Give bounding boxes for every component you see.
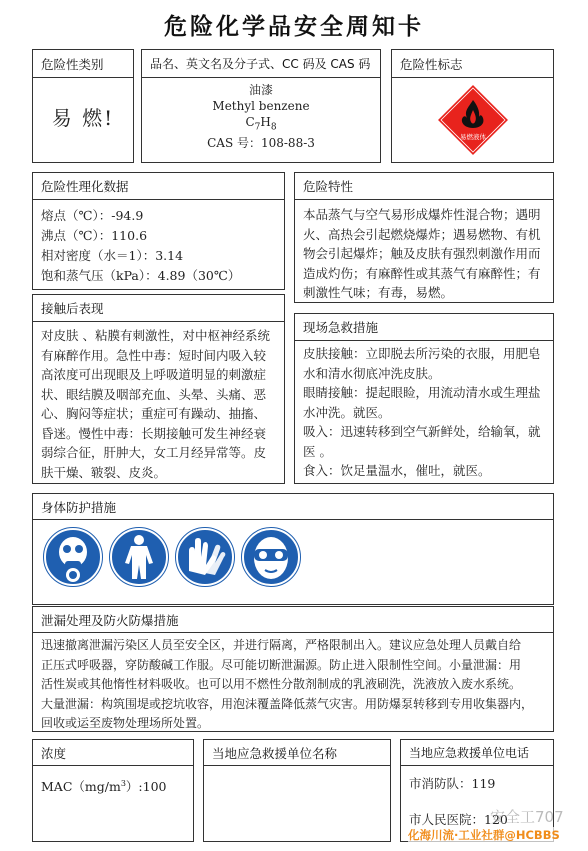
gas-mask-icon <box>43 527 103 587</box>
leak-line: 迅速撤离泄漏污染区人员至安全区，并进行隔离，严格限制出入。建议应急处理人员戴自给 <box>41 638 522 652</box>
flammable-liquid-icon <box>392 78 555 162</box>
hazard-class-header: 危险性类别 <box>33 50 133 78</box>
hazard-props-line: 本品蒸气与空气易形成爆炸性混合物；遇明 <box>303 207 541 222</box>
leak-line: 活性炭或其他惰性材料吸收。也可以用不燃性分散剂制成的乳液刷洗，洗液放入废水系统。 <box>41 677 522 691</box>
contact-line: 弱综合征，肝肿大，女工月经异常等。皮 <box>41 445 267 460</box>
fire-brigade-phone: 市消防队：119 <box>409 776 496 791</box>
hazard-props-line: 刺激性气味；有毒，易燃。 <box>303 285 454 300</box>
protective-gloves-icon <box>175 527 235 587</box>
first-aid-line: 皮肤接触：立即脱去所污染的衣服，用肥皂 <box>303 346 541 361</box>
concentration-box <box>32 739 194 842</box>
concentration-header: 浓度 <box>33 740 193 766</box>
contact-line: 高浓度可出现眼及上呼吸道明显的刺激症 <box>41 367 267 382</box>
contact-line: 心、胸闷等症状；重症可有躁动、抽搐、 <box>41 406 267 421</box>
vapor-pressure: 饱和蒸气压（kPa）：4.89（30℃） <box>41 268 241 283</box>
hospital-phone: 市人民医院：120 <box>409 812 508 827</box>
hazard-class-box <box>32 49 134 163</box>
first-aid-line: 水和清水彻底冲洗皮肤。 <box>303 365 441 381</box>
local-phone-header: 当地应急救援单位电话 <box>401 740 553 766</box>
hazard-props-line: 物会引起爆炸；触及皮肤有强烈刺激作用而 <box>303 246 541 261</box>
mac-value: $MAC(mg/m^3):100$ <box>41 779 167 795</box>
chemical-cn-name: 油漆 <box>248 83 273 97</box>
first-aid-line: 眼睛接触：提起眼睑，用流动清水或生理盐 <box>303 385 541 400</box>
hazard-class-value: 易 燃! <box>51 106 115 130</box>
protection-header: 身体防护措施 <box>33 494 553 520</box>
hazard-sign-label: 易燃液体 <box>460 133 486 141</box>
leak-line: 回收或运至废物处理场所处置。 <box>41 716 210 730</box>
names-header: 品名、英文名及分子式、CC 码及 CAS 码 <box>142 50 380 78</box>
local-unit-header: 当地应急救援单位名称 <box>204 740 390 766</box>
melting-point: 熔点（℃）：-94.9 <box>41 208 144 223</box>
contact-line: 状、眼结膜及咽部充血、头晕、头痛、恶 <box>41 386 267 402</box>
first-aid-line: 医 。 <box>303 443 332 459</box>
hazard-props-header: 危险特性 <box>295 173 553 200</box>
contact-line: 昏迷。慢性中毒：长期接触可发生神经衰 <box>41 425 267 441</box>
local-unit-box <box>203 739 391 842</box>
protective-suit-icon <box>109 527 169 587</box>
physchem-header: 危险性理化数据 <box>33 173 284 200</box>
hazard-props-box <box>294 172 554 303</box>
page-title: 危险化学品安全周知卡 <box>164 14 424 40</box>
first-aid-line: 水冲洗。就医。 <box>303 404 391 420</box>
contact-header: 接触后表现 <box>33 295 284 322</box>
contact-line: 对皮肤 、粘膜有刺激性，对中枢神经系统 <box>41 328 270 343</box>
leak-header: 泄漏处理及防火防爆措施 <box>33 607 553 633</box>
hazard-props-line: 造成灼伤；有麻醉性或其蒸气有麻醉性；有 <box>303 265 541 281</box>
hazard-props-line: 火、高热会引起燃烧爆炸；遇易燃物、有机 <box>303 226 541 242</box>
physchem-box <box>32 172 285 290</box>
hazard-sign-box <box>391 49 554 163</box>
protection-box <box>32 493 554 605</box>
relative-density: 相对密度（水＝1）：3.14 <box>41 248 184 263</box>
leak-line: 正压式呼吸器，穿防酸碱工作服。尽可能切断泄漏源。防止进入限制性空间。小量泄漏：用 <box>41 657 522 672</box>
contact-line: 有麻醉作用。急性中毒：短时间内吸入较 <box>41 347 267 363</box>
watermark-top: 安全工707 <box>490 808 564 826</box>
contact-box <box>32 294 285 484</box>
leak-line: 大量泄漏：构筑围堤或挖坑收容，用泡沫覆盖降低蒸气灾害。用防爆泵转移到专用收集器内， <box>41 696 534 711</box>
molecular-formula: $C_7H_8$ <box>245 115 277 133</box>
first-aid-box <box>294 313 554 484</box>
first-aid-header: 现场急救措施 <box>295 314 553 341</box>
cas-number: CAS 号：108-88-3 <box>207 136 315 151</box>
first-aid-line: 食入：饮足量温水，催吐，就医。 <box>303 463 491 478</box>
boiling-point: 沸点（℃）：110.6 <box>41 228 148 243</box>
watermark-bottom: 化海川流·工业社群@HCBBS <box>408 828 560 842</box>
chemical-en-name: Methyl benzene <box>212 99 310 113</box>
leak-box <box>32 606 554 732</box>
hazard-sign-header: 危险性标志 <box>392 50 553 78</box>
names-box <box>141 49 381 163</box>
first-aid-line: 吸入：迅速转移到空气新鲜处，给输氧，就 <box>303 424 541 439</box>
safety-goggles-icon <box>241 527 301 587</box>
contact-line: 肤干燥、皲裂、皮炎。 <box>41 464 167 480</box>
